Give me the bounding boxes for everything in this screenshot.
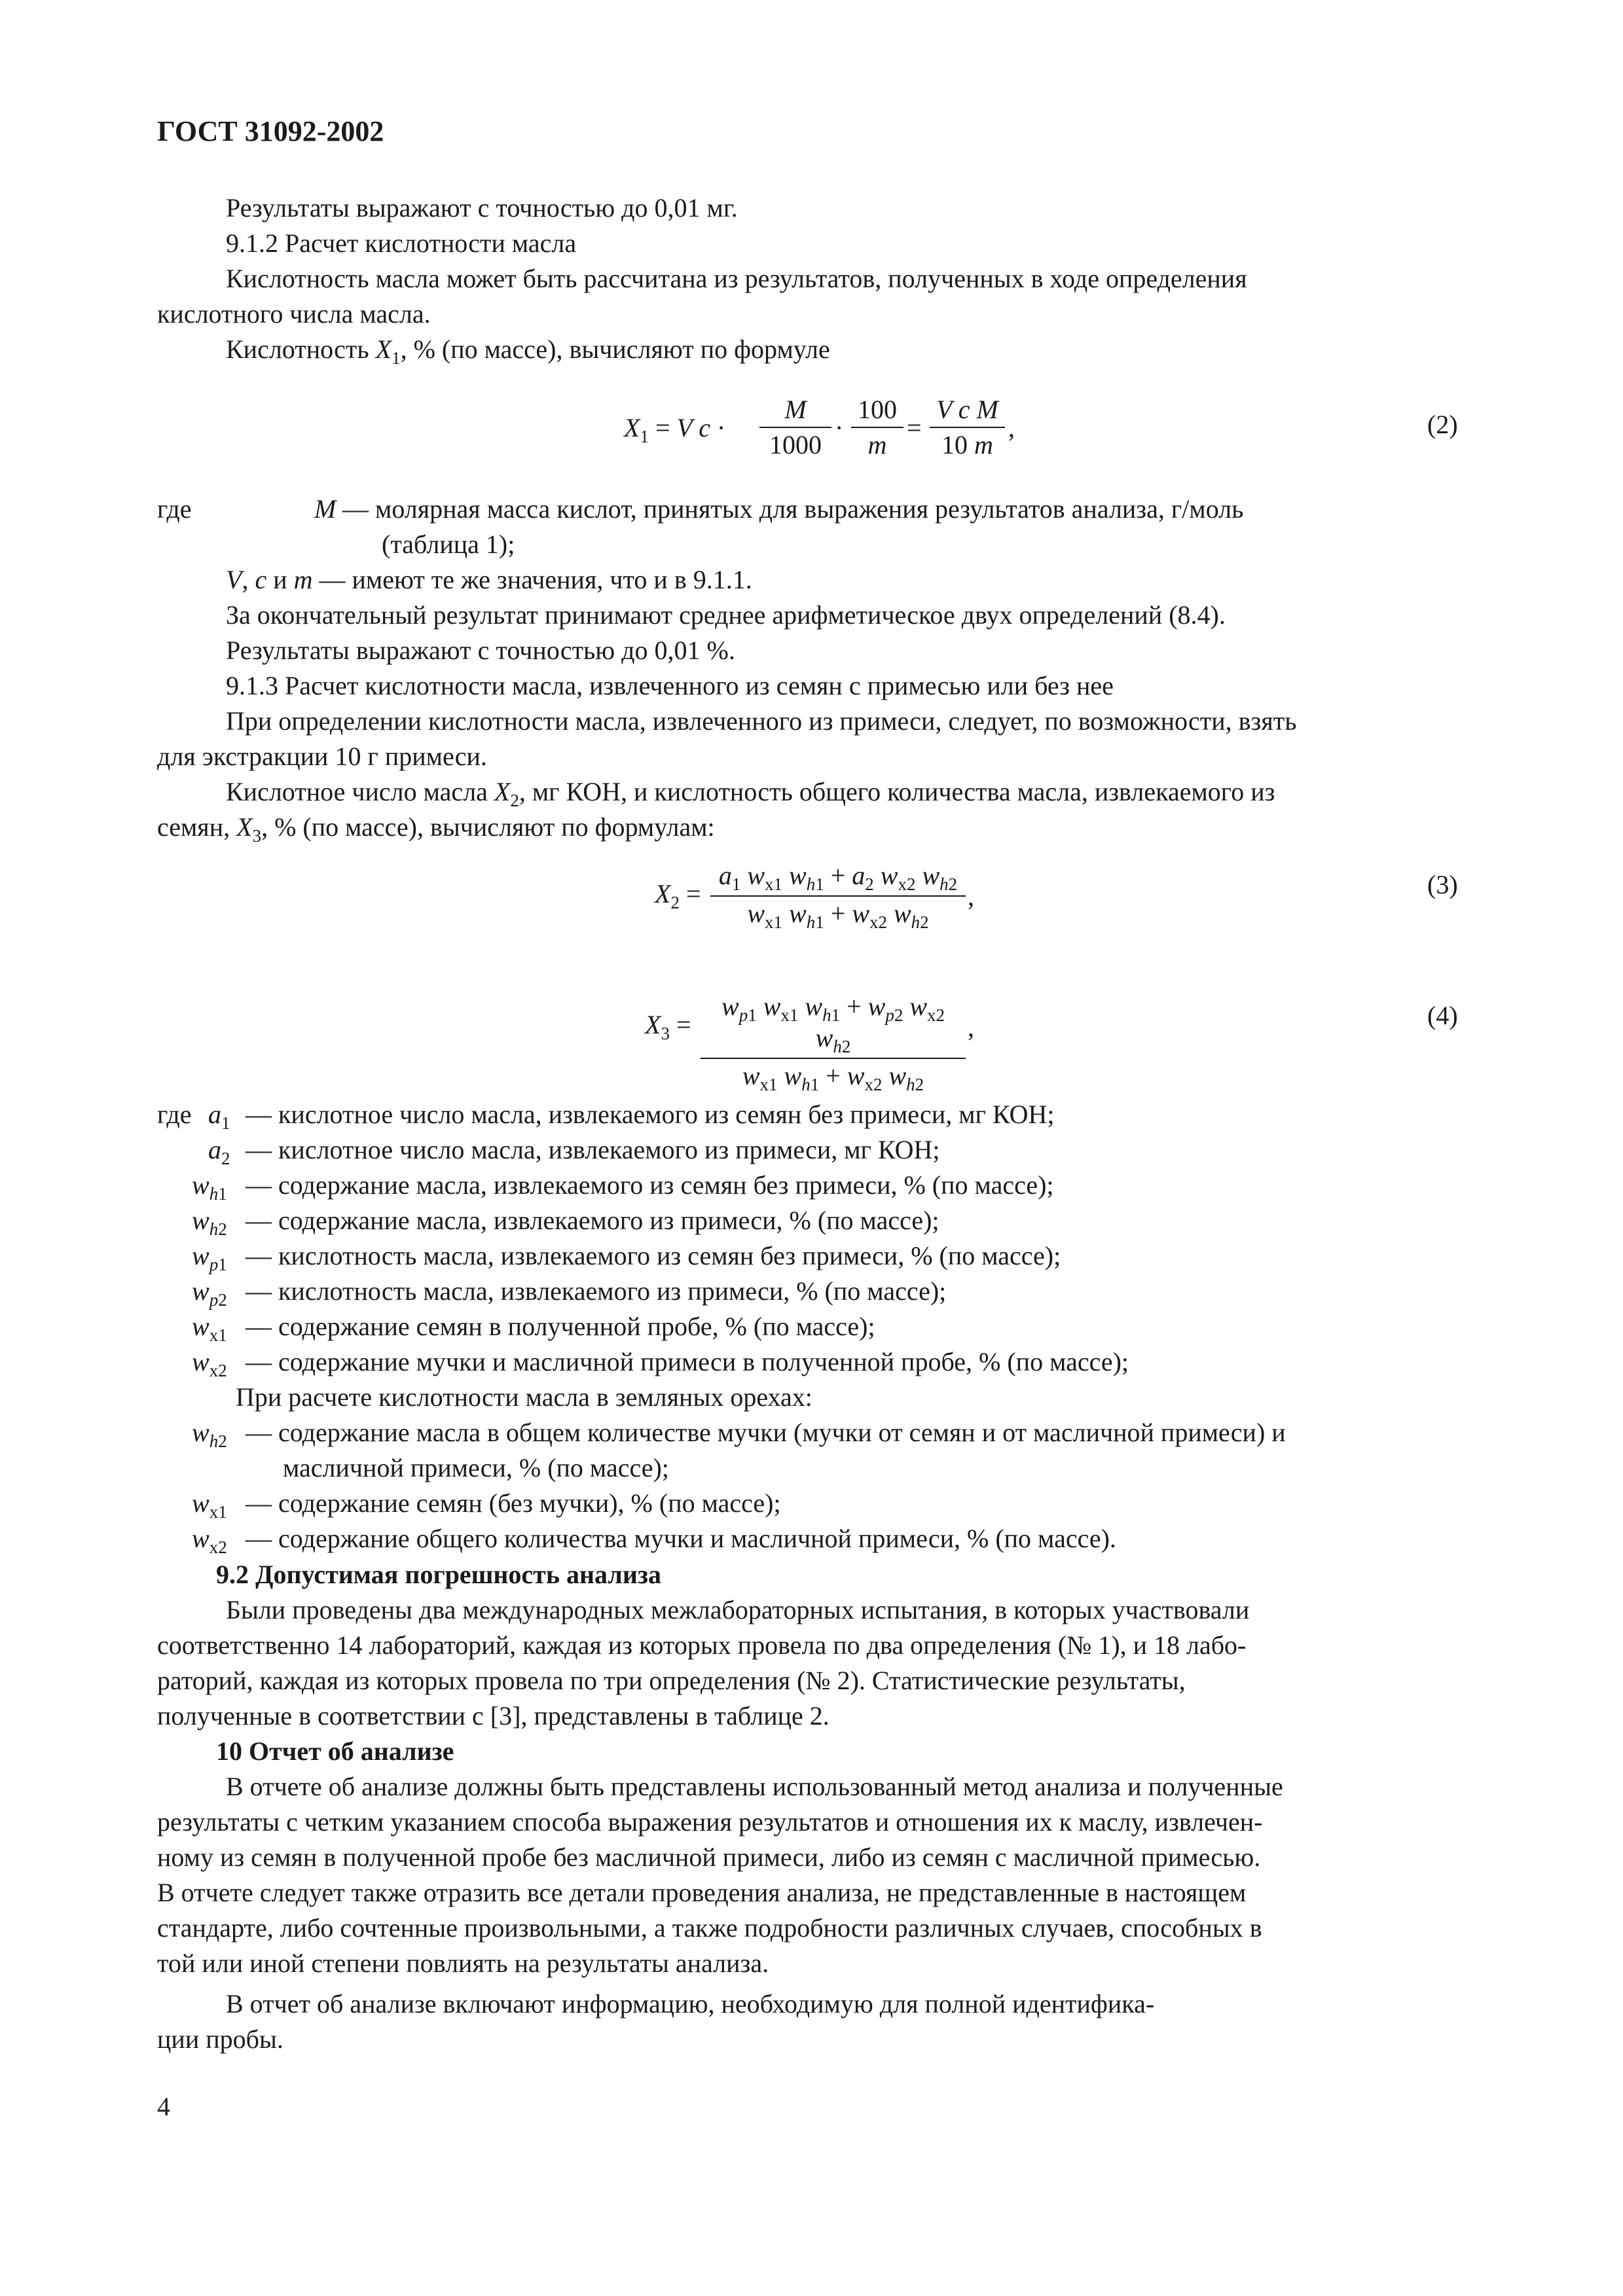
- definition-item: — кислотное число масла, извлекаемого из семян без примеси, мг КОН;: [246, 1100, 1055, 1129]
- text-line: результаты с четким указанием способа выражения результатов и отношения их к маслу, извлечен-: [157, 1807, 1263, 1837]
- symbol-wp1: $w_{p1}$: [192, 1241, 227, 1274]
- text-fragment: Кислотное число масла: [226, 777, 494, 806]
- text-fragment: , мг КОН, и кислотность общего количества масла, извлекаемого из: [519, 777, 1275, 806]
- where-m-description-cont: (таблица 1);: [382, 529, 515, 559]
- text-line: ному из семян в полученной пробе без масличной примеси, либо из семян с масличной примесью.: [157, 1842, 1261, 1872]
- where-m-description: — молярная масса кислот, принятых для выражения результатов анализа, г/моль: [342, 494, 1244, 524]
- formula-3-lhs: $X_2$ =: [655, 879, 701, 912]
- symbol-wx2: $w_{x2}$: [192, 1347, 227, 1380]
- symbol-wh2: $w_{h2}$: [192, 1206, 227, 1239]
- text-line: В отчет об анализе включают информацию, необходимую для полной идентифика-: [226, 1989, 1155, 2018]
- symbol-wx1: $w_{x1}$: [192, 1312, 227, 1345]
- fraction-100-over-m: $\frac{100}{m}$: [851, 395, 903, 459]
- text-line: Результаты выражают с точностью до 0,01 %.: [226, 636, 735, 665]
- text-line: той или иной степени повлиять на результаты анализа.: [157, 1948, 769, 1978]
- where-label-2: где: [157, 1100, 192, 1129]
- text-line: За окончательный результат принимают среднее арифметическое двух определений (8.4).: [226, 600, 1226, 630]
- formula-4-lhs: $X_3$ =: [645, 1010, 691, 1043]
- text-line: В отчете об анализе должны быть представлены использованный метод анализа и полученные: [226, 1772, 1283, 1801]
- text-line: ции пробы.: [157, 2024, 283, 2054]
- text-fragment: семян,: [157, 812, 237, 842]
- text-line: Кислотность $X_1$, % (по массе), вычисляют по формуле: [226, 334, 830, 368]
- section-10-title: 10 Отчет об анализе: [216, 1736, 454, 1766]
- text-line: соответственно 14 лабораторий, каждая из которых провела по два определения (№ 1), и 18 лабо-: [157, 1630, 1247, 1660]
- text-line: Кислотность масла может быть рассчитана из результатов, полученных в ходе определения: [226, 264, 1247, 293]
- definition-item: — кислотность масла, извлекаемого из семян без примеси, % (по массе);: [246, 1241, 1061, 1270]
- text-fragment: , % (по массе), вычисляют по формулам:: [261, 812, 715, 842]
- subsection-heading: 9.1.3 Расчет кислотности масла, извлеченного из семян с примесью или без нее: [226, 671, 1114, 700]
- definition-item: — содержание масла в общем количестве мучки (мучки от семян и от масличной примеси) и: [246, 1418, 1286, 1447]
- definition-item: — содержание масла, извлекаемого из семян без примеси, % (по массе);: [246, 1170, 1054, 1200]
- formula-2-dot: ·: [835, 413, 844, 442]
- text-line: При определении кислотности масла, извлеченного из примеси, следует, по возможности, взять: [226, 706, 1297, 736]
- text-line: для экстракции 10 г примеси.: [157, 742, 487, 771]
- text-fragment: — имеют те же значения, что и в 9.1.1.: [312, 565, 752, 594]
- fraction-vcm-over-10m: $\frac{\text{V c M}}{10 m}$: [930, 395, 1005, 459]
- text-line: кислотного числа масла.: [157, 299, 431, 329]
- symbol-wx1-peanut: $w_{x1}$: [192, 1488, 227, 1522]
- text-line: Были проведены два международных межлабораторных испытания, в которых участвовали: [226, 1595, 1250, 1624]
- definition-item: — кислотность масла, извлекаемого из примеси, % (по массе);: [246, 1276, 947, 1306]
- formula-4-fraction: $\frac{w_{p1} w_{x1} w_{h1} + w_{p2} w_{x2} w_{h2}}{w_{x1} w_{h1} + w_{x2} w_{h2}}$: [701, 992, 966, 1093]
- text-line: раторий, каждая из которых провела по три определения (№ 2). Статистические результаты,: [157, 1666, 1186, 1695]
- formula-2-comma: ,: [1008, 413, 1015, 442]
- symbol-a1: $a_1$: [208, 1100, 230, 1133]
- vcm-description: V, c и m — имеют те же значения, что и в 9.1.1.: [226, 565, 752, 594]
- equation-number-2: (2): [1427, 410, 1458, 439]
- symbol-wh1: $w_{h1}$: [192, 1170, 227, 1204]
- symbol-wp2: $w_{p2}$: [192, 1276, 227, 1310]
- symbol-a2: $a_2$: [208, 1135, 230, 1168]
- text-line: стандарте, либо сочтенные произвольными, а также подробности различных случаев, способных в: [157, 1913, 1262, 1943]
- text-line: семян, $X_3$, % (по массе), вычисляют по формулам:: [157, 812, 715, 846]
- formula-2-lhs: $X_1 = V$ c ·: [624, 413, 726, 446]
- text-line: Кислотное число масла $X_2$, мг КОН, и кислотность общего количества масла, извлекаемого из: [226, 777, 1275, 810]
- equation-number-3: (3): [1427, 870, 1458, 899]
- fraction-m-over-1000: $\frac{M}{1000}$: [759, 395, 831, 459]
- definition-item: — содержание семян в полученной пробе, % (по массе);: [246, 1312, 875, 1341]
- text-line: Результаты выражают с точностью до 0,01 мг.: [226, 193, 738, 223]
- document-header: ГОСТ 31092-2002: [157, 115, 384, 147]
- where-label: где: [157, 494, 192, 524]
- definition-item: — содержание общего количества мучки и масличной примеси, % (по массе).: [246, 1524, 1116, 1553]
- formula-4-comma: ,: [968, 1013, 974, 1042]
- formula-2-equals: =: [907, 413, 922, 442]
- symbol-wx2-peanut: $w_{x2}$: [192, 1524, 227, 1557]
- where-m-symbol: M: [314, 494, 337, 524]
- definition-item: — содержание семян (без мучки), % (по массе);: [246, 1488, 781, 1518]
- formula-3-comma: ,: [968, 882, 974, 911]
- peanuts-intro: При расчете кислотности масла в земляных орехах:: [236, 1382, 812, 1412]
- equation-number-4: (4): [1427, 1001, 1458, 1030]
- text-line: В отчете следует также отразить все детали проведения анализа, не представленные в настоящем: [157, 1878, 1247, 1907]
- formula-3-fraction: $\frac{a_1 w_{x1} w_{h1} + a_2 w_{x2} w_{h2}}{w_{x1} w_{h1} + w_{x2} w_{h2}}$: [710, 861, 966, 931]
- subsection-heading: 9.1.2 Расчет кислотности масла: [226, 228, 577, 258]
- text-fragment: , % (по массе), вычисляют по формуле: [400, 334, 830, 364]
- definition-item-cont: масличной примеси, % (по массе);: [283, 1453, 669, 1482]
- definition-item: — кислотное число масла, извлекаемого из примеси, мг КОН;: [246, 1135, 940, 1164]
- symbol-wh2-peanut: $w_{h2}$: [192, 1418, 227, 1451]
- section-9-2-title: 9.2 Допустимая погрешность анализа: [216, 1560, 661, 1589]
- definition-item: — содержание мучки и масличной примеси в полученной пробе, % (по массе);: [246, 1347, 1129, 1376]
- text-line: полученные в соответствии с [3], представлены в таблице 2.: [157, 1701, 830, 1731]
- definition-item: — содержание масла, извлекаемого из примеси, % (по массе);: [246, 1206, 939, 1235]
- text-fragment: Кислотность: [226, 334, 376, 364]
- page-number: 4: [157, 2092, 170, 2121]
